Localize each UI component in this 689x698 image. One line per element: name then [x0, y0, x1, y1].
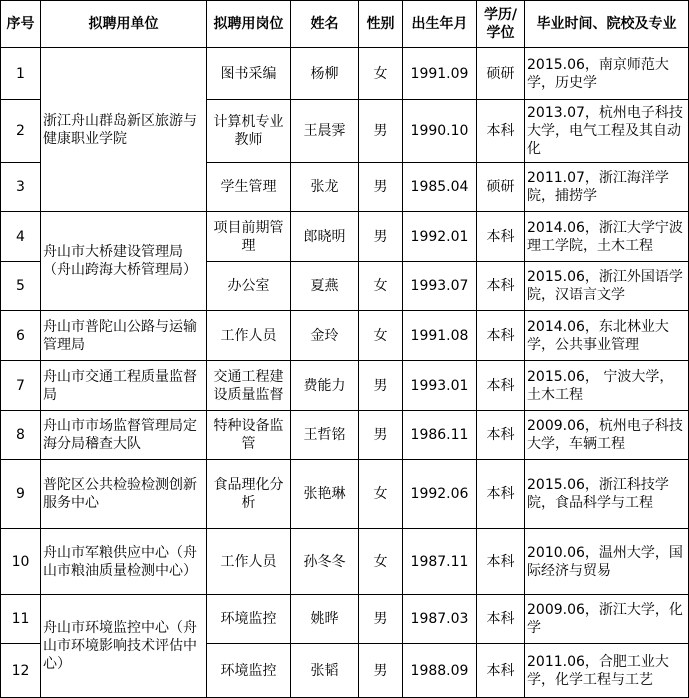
row-birth: 1991.09: [403, 48, 477, 100]
row-gender: 男: [359, 100, 403, 163]
header-name: 姓名: [291, 1, 359, 48]
row-graduation: 2015.06， 宁波大学，土木工程: [525, 361, 689, 411]
row-gender: 女: [359, 48, 403, 100]
header-unit: 拟聘用单位: [41, 1, 207, 48]
row-unit: 普陀区公共检验检测创新服务中心: [41, 460, 207, 529]
row-unit: 舟山市市场监督管理局定海分局稽查大队: [41, 411, 207, 460]
row-graduation: 2014.06，东北林业大学，公共事业管理: [525, 311, 689, 361]
row-name: 王晨霁: [291, 100, 359, 163]
row-birth: 1993.07: [403, 262, 477, 311]
row-position: 环境监控: [207, 644, 291, 698]
row-gender: 女: [359, 311, 403, 361]
header-birth: 出生年月: [403, 1, 477, 48]
row-graduation: 2015.06，浙江科技学院，食品科学与工程: [525, 460, 689, 529]
row-position: 工作人员: [207, 311, 291, 361]
header-position: 拟聘用岗位: [207, 1, 291, 48]
row-name: 张韬: [291, 644, 359, 698]
row-birth: 1985.04: [403, 163, 477, 212]
row-seq: 8: [1, 411, 41, 460]
row-birth: 1986.11: [403, 411, 477, 460]
header-seq: 序号: [1, 1, 41, 48]
row-education: 本科: [477, 311, 525, 361]
row-birth: 1987.11: [403, 529, 477, 595]
row-education: 本科: [477, 595, 525, 644]
row-education: 本科: [477, 411, 525, 460]
row-position: 特种设备监管: [207, 411, 291, 460]
row-position: 食品理化分析: [207, 460, 291, 529]
row-name: 夏燕: [291, 262, 359, 311]
table-row: [1, 361, 689, 411]
table-row: [1, 460, 689, 529]
table-row: [1, 311, 689, 361]
row-name: 杨柳: [291, 48, 359, 100]
row-birth: 1987.03: [403, 595, 477, 644]
row-seq: 7: [1, 361, 41, 411]
table-row: [1, 529, 689, 595]
row-education: 本科: [477, 529, 525, 595]
row-unit: 舟山市大桥建设管理局（舟山跨海大桥管理局）: [41, 212, 207, 311]
row-graduation: 2009.06，杭州电子科技大学，车辆工程: [525, 411, 689, 460]
row-name: 王哲铭: [291, 411, 359, 460]
table-row: [1, 48, 689, 100]
row-birth: 1992.06: [403, 460, 477, 529]
row-birth: 1992.01: [403, 212, 477, 262]
row-gender: 男: [359, 163, 403, 212]
row-graduation: 2009.06，浙江大学，化学: [525, 595, 689, 644]
row-gender: 女: [359, 529, 403, 595]
row-education: 本科: [477, 361, 525, 411]
row-unit: 舟山市环境监控中心（舟山市环境影响技术评估中心）: [41, 595, 207, 698]
row-position: 图书采编: [207, 48, 291, 100]
row-position: 项目前期管理: [207, 212, 291, 262]
row-seq: 2: [1, 100, 41, 163]
row-gender: 男: [359, 644, 403, 698]
row-seq: 6: [1, 311, 41, 361]
table-row: [1, 212, 689, 262]
row-seq: 9: [1, 460, 41, 529]
row-graduation: 2014.06，浙江大学宁波理工学院，土木工程: [525, 212, 689, 262]
row-graduation: 2015.06，浙江外国语学院，汉语言文学: [525, 262, 689, 311]
row-education: 本科: [477, 212, 525, 262]
row-education: 本科: [477, 460, 525, 529]
row-name: 费能力: [291, 361, 359, 411]
row-name: 孙冬冬: [291, 529, 359, 595]
table-row: [1, 595, 689, 644]
row-name: 郎晓明: [291, 212, 359, 262]
row-unit: 舟山市军粮供应中心（舟山市粮油质量检测中心）: [41, 529, 207, 595]
row-graduation: 2010.06，温州大学，国际经济与贸易: [525, 529, 689, 595]
row-graduation: 2011.06，合肥工业大学，化学工程与工艺: [525, 644, 689, 698]
header-gender: 性别: [359, 1, 403, 48]
header-graduation: 毕业时间、院校及专业: [525, 1, 689, 48]
row-name: 张龙: [291, 163, 359, 212]
row-position: 办公室: [207, 262, 291, 311]
row-gender: 女: [359, 262, 403, 311]
row-name: 姚晔: [291, 595, 359, 644]
row-education: 本科: [477, 644, 525, 698]
row-education: 本科: [477, 100, 525, 163]
row-position: 学生管理: [207, 163, 291, 212]
row-position: 交通工程建设质量监督: [207, 361, 291, 411]
row-education: 本科: [477, 262, 525, 311]
row-unit: 舟山市普陀山公路与运输管理局: [41, 311, 207, 361]
row-education: 硕研: [477, 163, 525, 212]
row-education: 硕研: [477, 48, 525, 100]
row-graduation: 2011.07，浙江海洋学院，捕捞学: [525, 163, 689, 212]
row-name: 张艳琳: [291, 460, 359, 529]
row-seq: 4: [1, 212, 41, 262]
row-position: 工作人员: [207, 529, 291, 595]
row-gender: 男: [359, 361, 403, 411]
row-gender: 女: [359, 460, 403, 529]
header-row: [1, 1, 689, 48]
row-position: 环境监控: [207, 595, 291, 644]
header-education: 学历/学位: [477, 1, 525, 48]
row-name: 金玲: [291, 311, 359, 361]
row-graduation: 2013.07，杭州电子科技大学，电气工程及其自动化: [525, 100, 689, 163]
row-birth: 1993.01: [403, 361, 477, 411]
row-unit: 舟山市交通工程质量监督局: [41, 361, 207, 411]
table-row: [1, 411, 689, 460]
row-position: 计算机专业教师: [207, 100, 291, 163]
row-birth: 1991.08: [403, 311, 477, 361]
row-gender: 男: [359, 212, 403, 262]
row-seq: 10: [1, 529, 41, 595]
row-gender: 男: [359, 595, 403, 644]
row-seq: 3: [1, 163, 41, 212]
row-gender: 男: [359, 411, 403, 460]
row-graduation: 2015.06，南京师范大学，历史学: [525, 48, 689, 100]
row-birth: 1988.09: [403, 644, 477, 698]
row-unit: 浙江舟山群岛新区旅游与健康职业学院: [41, 48, 207, 212]
row-seq: 5: [1, 262, 41, 311]
row-seq: 12: [1, 644, 41, 698]
row-seq: 11: [1, 595, 41, 644]
row-seq: 1: [1, 48, 41, 100]
row-birth: 1990.10: [403, 100, 477, 163]
